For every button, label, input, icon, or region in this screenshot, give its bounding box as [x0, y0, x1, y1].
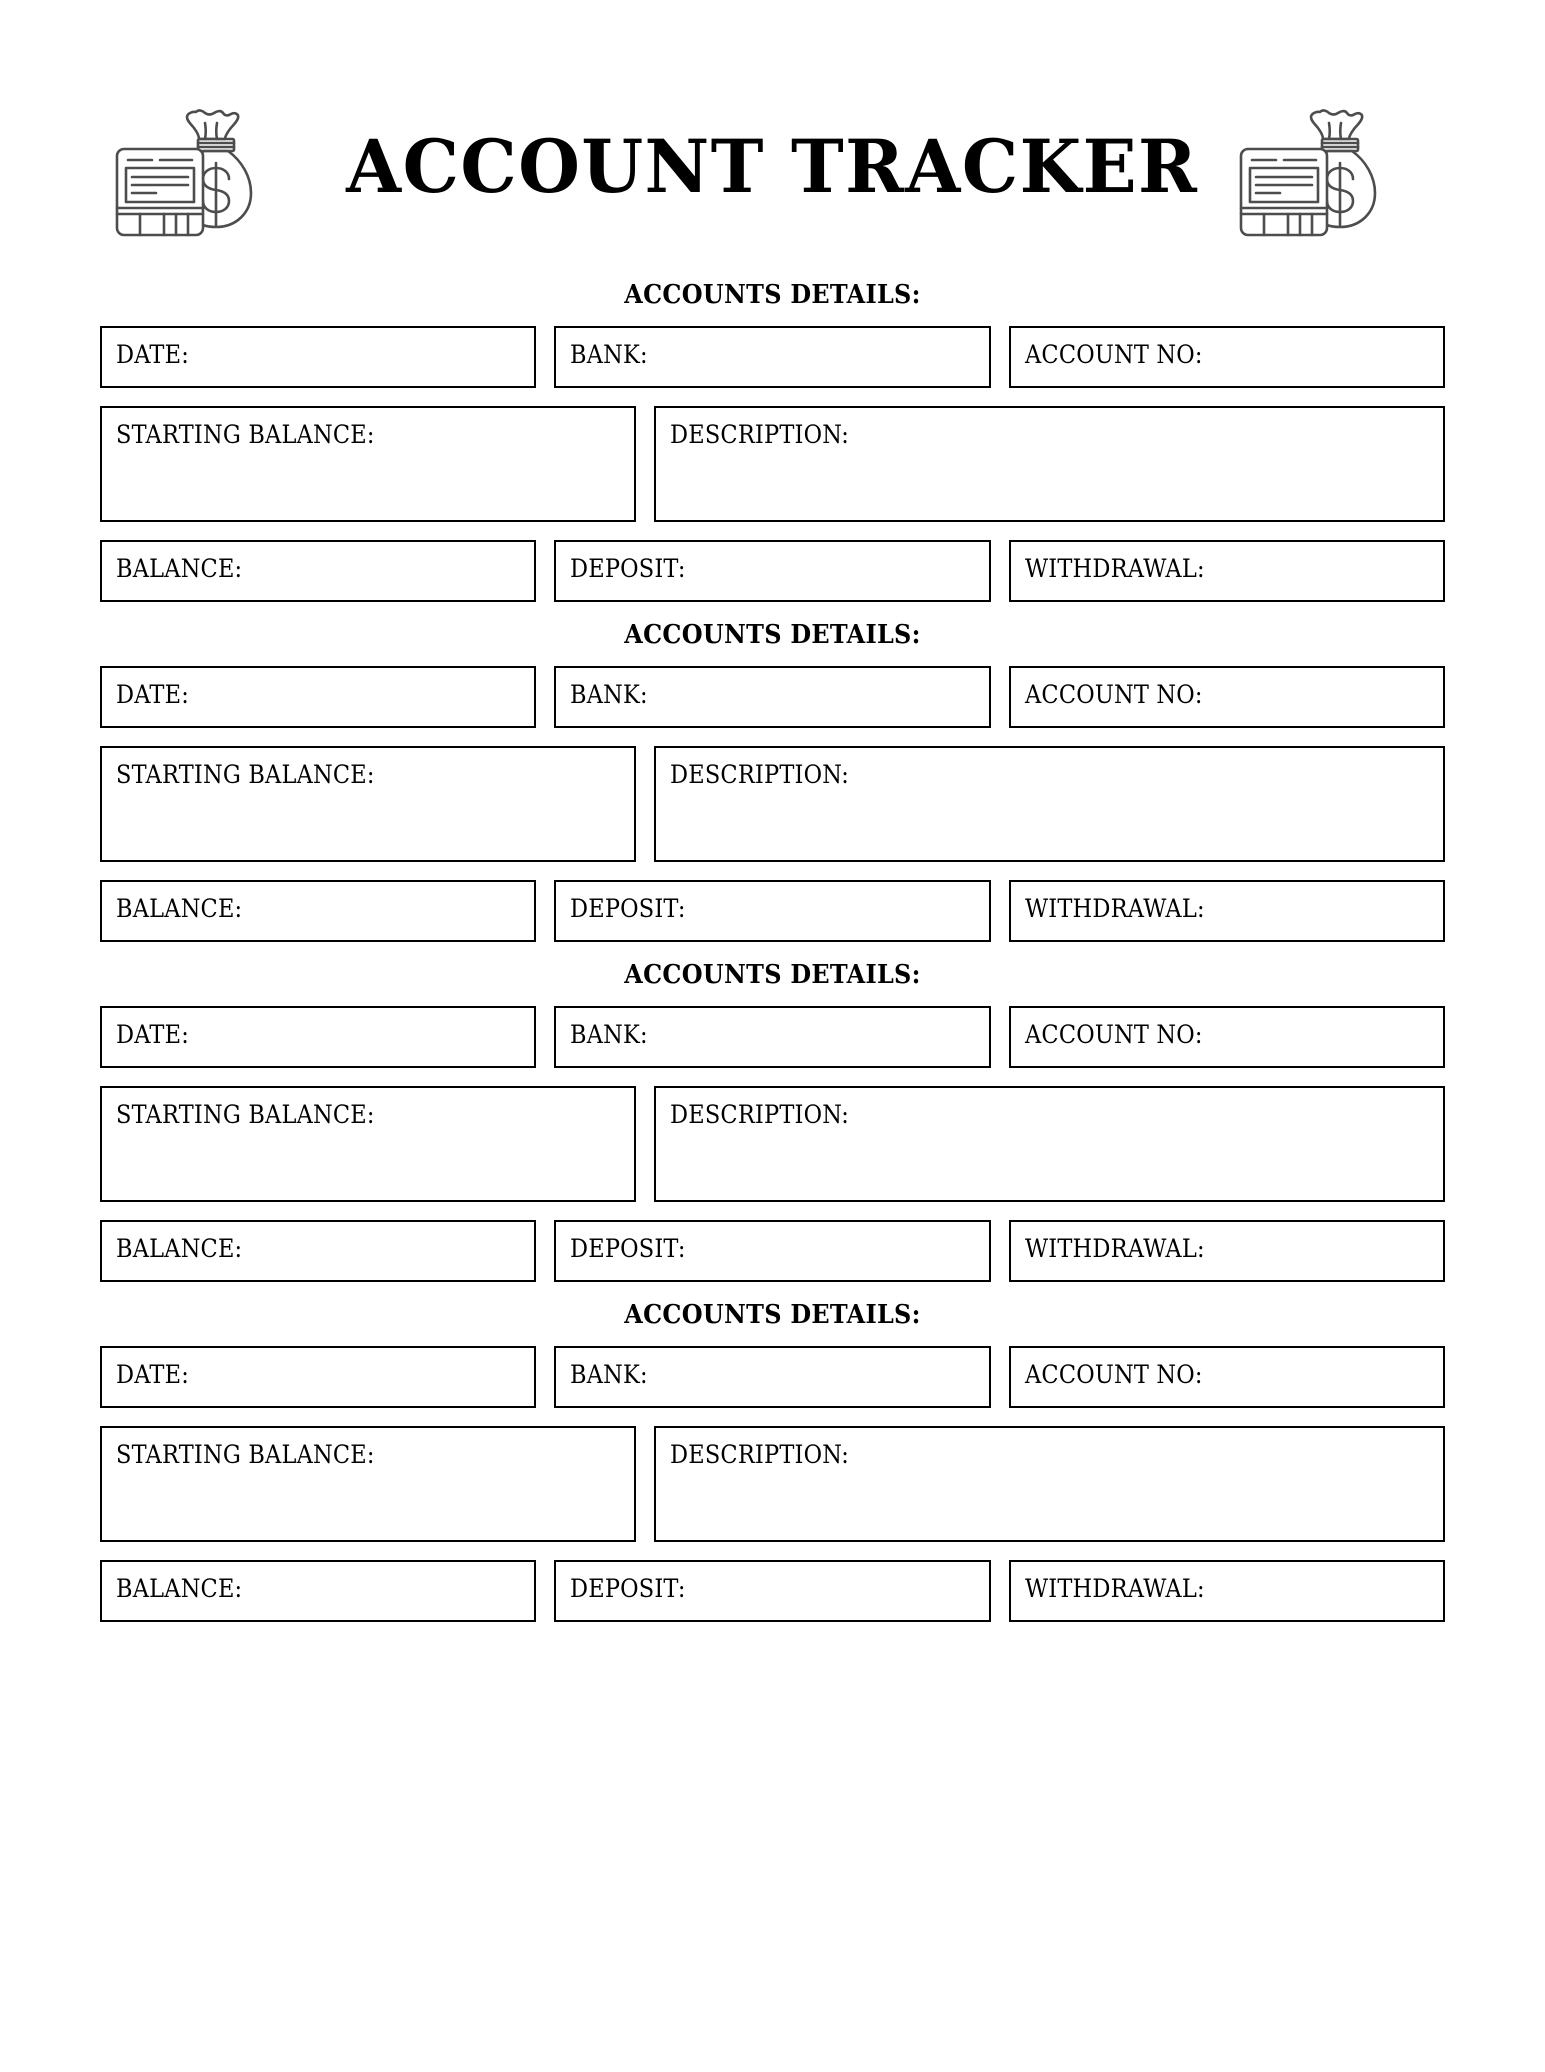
starting-balance-label: STARTING BALANCE: — [116, 420, 375, 449]
withdrawal-field[interactable] — [1009, 540, 1445, 602]
date-field[interactable] — [100, 1006, 536, 1068]
field-row-identity — [100, 1006, 1445, 1068]
withdrawal-field[interactable] — [1009, 1560, 1445, 1622]
account-block — [100, 960, 1445, 1282]
withdrawal-label: WITHDRAWAL: — [1024, 1234, 1205, 1263]
balance-label: BALANCE: — [116, 554, 243, 583]
description-label: DESCRIPTION: — [669, 760, 849, 789]
deposit-field[interactable] — [554, 540, 990, 602]
field-row-balance-description — [100, 746, 1445, 862]
description-field[interactable] — [654, 406, 1445, 522]
field-row-transaction — [100, 540, 1445, 602]
deposit-label: DEPOSIT: — [570, 894, 686, 923]
balance-field[interactable] — [100, 1560, 536, 1622]
description-field[interactable] — [654, 1086, 1445, 1202]
account-no-field[interactable] — [1009, 666, 1445, 728]
starting-balance-field[interactable] — [100, 406, 636, 522]
field-row-balance-description — [100, 406, 1445, 522]
field-row-balance-description — [100, 1426, 1445, 1542]
starting-balance-label: STARTING BALANCE: — [116, 760, 375, 789]
page-header — [0, 72, 1545, 262]
field-row-transaction — [100, 1560, 1445, 1622]
deposit-field[interactable] — [554, 880, 990, 942]
starting-balance-label: STARTING BALANCE: — [116, 1100, 375, 1129]
account-blocks — [0, 280, 1545, 1680]
section-heading: ACCOUNTS DETAILS: — [624, 1300, 921, 1330]
account-no-field[interactable] — [1009, 1346, 1445, 1408]
section-heading: ACCOUNTS DETAILS: — [624, 620, 921, 650]
bank-field[interactable] — [554, 1006, 990, 1068]
account-block — [100, 1300, 1445, 1622]
starting-balance-field[interactable] — [100, 746, 636, 862]
description-label: DESCRIPTION: — [669, 420, 849, 449]
account-tracker-page — [0, 72, 1545, 2072]
starting-balance-label: STARTING BALANCE: — [116, 1440, 375, 1469]
bank-field[interactable] — [554, 666, 990, 728]
date-label: DATE: — [116, 340, 189, 369]
section-heading: ACCOUNTS DETAILS: — [624, 960, 921, 990]
withdrawal-label: WITHDRAWAL: — [1024, 1574, 1205, 1603]
date-field[interactable] — [100, 326, 536, 388]
account-no-label: ACCOUNT NO: — [1024, 340, 1203, 369]
date-field[interactable] — [100, 1346, 536, 1408]
deposit-label: DEPOSIT: — [570, 554, 686, 583]
section-heading: ACCOUNTS DETAILS: — [624, 280, 921, 310]
withdrawal-field[interactable] — [1009, 880, 1445, 942]
date-field[interactable] — [100, 666, 536, 728]
money-bag-check-icon — [1228, 92, 1388, 252]
money-bag-check-icon — [104, 92, 264, 252]
starting-balance-field[interactable] — [100, 1426, 636, 1542]
description-label: DESCRIPTION: — [669, 1100, 849, 1129]
balance-label: BALANCE: — [116, 894, 243, 923]
page-bottom-margin — [100, 1640, 1445, 1680]
account-no-field[interactable] — [1009, 1006, 1445, 1068]
field-row-identity — [100, 1346, 1445, 1408]
field-row-balance-description — [100, 1086, 1445, 1202]
bank-field[interactable] — [554, 326, 990, 388]
page-title: ACCOUNT TRACKER — [346, 123, 1199, 210]
account-block — [100, 280, 1445, 602]
balance-label: BALANCE: — [116, 1574, 243, 1603]
description-label: DESCRIPTION: — [669, 1440, 849, 1469]
deposit-field[interactable] — [554, 1220, 990, 1282]
description-field[interactable] — [654, 1426, 1445, 1542]
deposit-field[interactable] — [554, 1560, 990, 1622]
field-row-identity — [100, 666, 1445, 728]
bank-label: BANK: — [570, 1360, 649, 1389]
deposit-label: DEPOSIT: — [570, 1574, 686, 1603]
balance-label: BALANCE: — [116, 1234, 243, 1263]
account-no-label: ACCOUNT NO: — [1024, 1360, 1203, 1389]
withdrawal-field[interactable] — [1009, 1220, 1445, 1282]
date-label: DATE: — [116, 1360, 189, 1389]
account-no-label: ACCOUNT NO: — [1024, 1020, 1203, 1049]
account-no-field[interactable] — [1009, 326, 1445, 388]
field-row-transaction — [100, 880, 1445, 942]
date-label: DATE: — [116, 680, 189, 709]
bank-label: BANK: — [570, 1020, 649, 1049]
bank-label: BANK: — [570, 680, 649, 709]
withdrawal-label: WITHDRAWAL: — [1024, 894, 1205, 923]
withdrawal-label: WITHDRAWAL: — [1024, 554, 1205, 583]
description-field[interactable] — [654, 746, 1445, 862]
account-block — [100, 620, 1445, 942]
date-label: DATE: — [116, 1020, 189, 1049]
bank-field[interactable] — [554, 1346, 990, 1408]
balance-field[interactable] — [100, 880, 536, 942]
bank-label: BANK: — [570, 340, 649, 369]
balance-field[interactable] — [100, 1220, 536, 1282]
deposit-label: DEPOSIT: — [570, 1234, 686, 1263]
field-row-identity — [100, 326, 1445, 388]
balance-field[interactable] — [100, 540, 536, 602]
field-row-transaction — [100, 1220, 1445, 1282]
starting-balance-field[interactable] — [100, 1086, 636, 1202]
account-no-label: ACCOUNT NO: — [1024, 680, 1203, 709]
